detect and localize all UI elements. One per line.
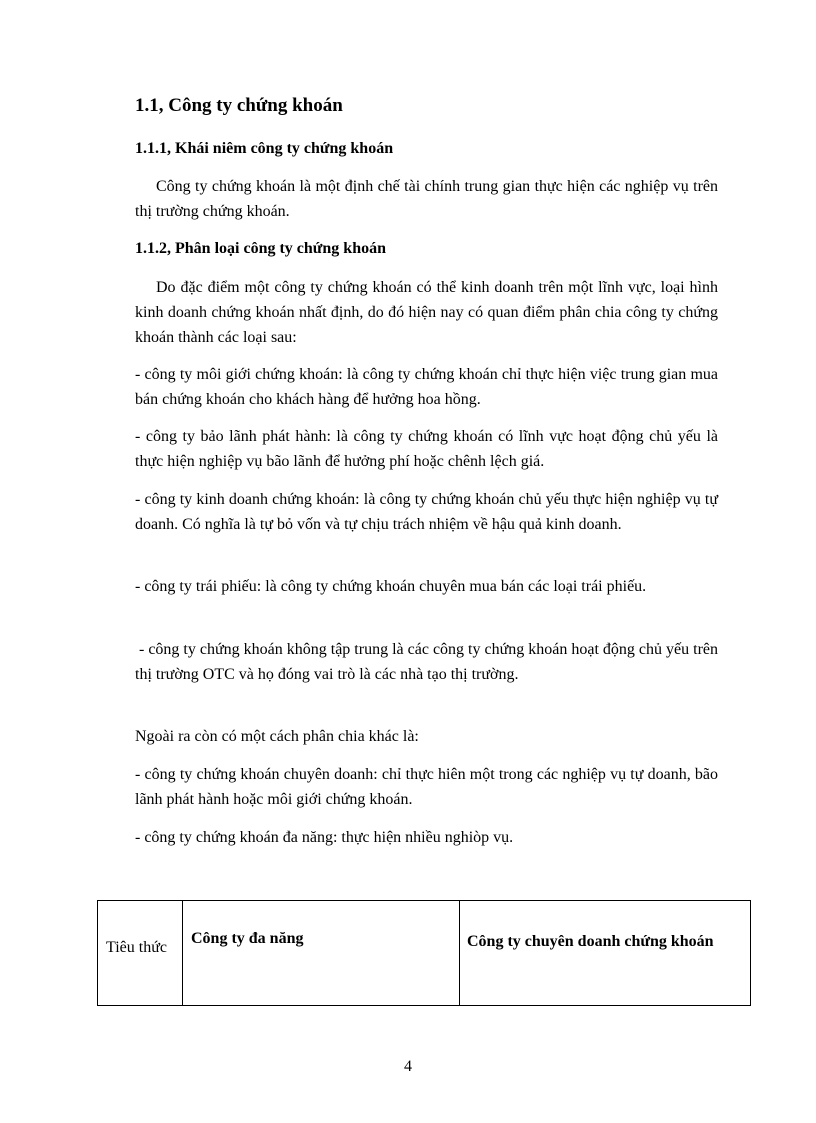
list-item-underwriter: - công ty bảo lãnh phát hành: là công ty chứng khoán có lĩnh vực hoạt động chủ yếu là thực hiện nghiệp vụ bão lãnh để hưởng phí hoặc chênh lệch giá. — [135, 428, 718, 470]
list-item-dealer: - công ty kinh doanh chứng khoán: là công ty chứng khoán chủ yếu thực hiện nghiệp vụ tự doanh. Có nghĩa là tự bỏ vốn và tự chịu trách nhiệm về hậu quả kinh doanh. — [135, 491, 718, 533]
table-header-criteria: Tiêu thức — [98, 901, 183, 1006]
list-item-otc: - công ty chứng khoán không tập trung là các công ty chứng khoán hoạt động chủ yếu trên thị trường OTC và họ đóng vai trò là các nhà tạo thị trường. — [135, 641, 718, 683]
table-header-multi: Công ty đa năng — [183, 901, 460, 1006]
paragraph-definition: Công ty chứng khoán là một định chế tài chính trung gian thực hiện các nghiệp vụ trên thị trường chứng khoán. — [135, 178, 718, 220]
heading-section-1-1-2: 1.1.2, Phân loại công ty chứng khoán — [135, 240, 386, 257]
table-header-specialized: Công ty chuyên doanh chứng khoán — [460, 901, 751, 1006]
heading-section-1-1-1: 1.1.1, Khái niêm công ty chứng khoán — [135, 140, 394, 157]
list-item-bond: - công ty trái phiếu: là công ty chứng khoán chuyên mua bán các loại trái phiếu. — [135, 578, 647, 595]
paragraph-intro: Do đặc điểm một công ty chứng khoán có thể kinh doanh trên một lĩnh vực, loại hình kinh doanh chứng khoán nhất định, do đó hiện nay có quan điểm phân chia công ty chứng khoán thành các loại sau: — [135, 279, 718, 346]
list-item-multi: - công ty chứng khoán đa năng: thực hiện nhiều nghiòp vụ. — [135, 829, 514, 846]
comparison-table — [97, 900, 751, 1006]
table-header-row — [98, 901, 751, 1006]
list-item-specialized: - công ty chứng khoán chuyên doanh: chỉ thực hiên một trong các nghiệp vụ tự doanh, bão lãnh phát hành hoặc môi giới chứng khoán. — [135, 766, 718, 808]
heading-section-1-1: 1.1, Công ty chứng khoán — [135, 95, 343, 116]
paragraph-other-classification: Ngoài ra còn có một cách phân chia khác là: — [135, 728, 419, 745]
list-item-broker: - công ty môi giới chứng khoán: là công ty chứng khoán chỉ thực hiện việc trung gian mua bán chứng khoán cho khách hàng để hưởng hoa hồng. — [135, 366, 718, 408]
page-number: 4 — [404, 1058, 412, 1075]
